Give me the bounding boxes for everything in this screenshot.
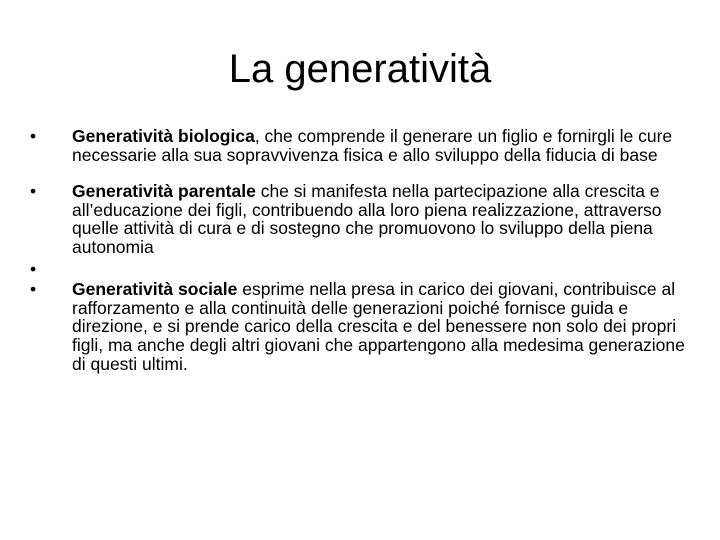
slide-title: La generatività	[228, 47, 492, 91]
bullet-item-sociale	[30, 280, 690, 373]
bullet-text	[72, 279, 685, 373]
bullet-text	[72, 181, 662, 257]
bullet-text	[72, 126, 672, 165]
bullet-icon: •	[30, 181, 37, 202]
bullet-item-biologica	[30, 127, 690, 164]
bullet-bold-term: Generatività sociale	[72, 279, 238, 300]
bullet-icon: •	[30, 126, 37, 146]
bullet-description: che si manifesta nella partecipazione alla crescita e all’educazione dei figli, contribuendo alla loro piena realizzazione, attraverso quelle attività di cura e di sostegno che promuovono lo sviluppo della piena autonomia	[72, 181, 662, 257]
bullet-item-parentale	[30, 182, 690, 256]
bullet-item-empty	[30, 260, 690, 279]
bullet-icon: •	[30, 279, 37, 300]
bullet-description: esprime nella presa in carico dei giovani, contribuisce al rafforzamento e alla continuità delle generazioni poiché fornisce guida e direzione, e si prende carico della crescita e del benessere non solo dei propri figli, ma anche degli altri giovani che appartengono alla medesima generazione di questi ultimi.	[72, 279, 685, 374]
bullet-list	[30, 127, 690, 373]
bullet-bold-term: Generatività biologica	[72, 126, 255, 146]
bullet-icon: •	[30, 258, 37, 279]
bullet-description: , che comprende il generare un figlio e fornirgli le cure necessarie alla sua sopravvivenza fisica e allo sviluppo della fiducia di base	[72, 126, 673, 165]
bullet-bold-term: Generatività parentale	[72, 181, 256, 202]
